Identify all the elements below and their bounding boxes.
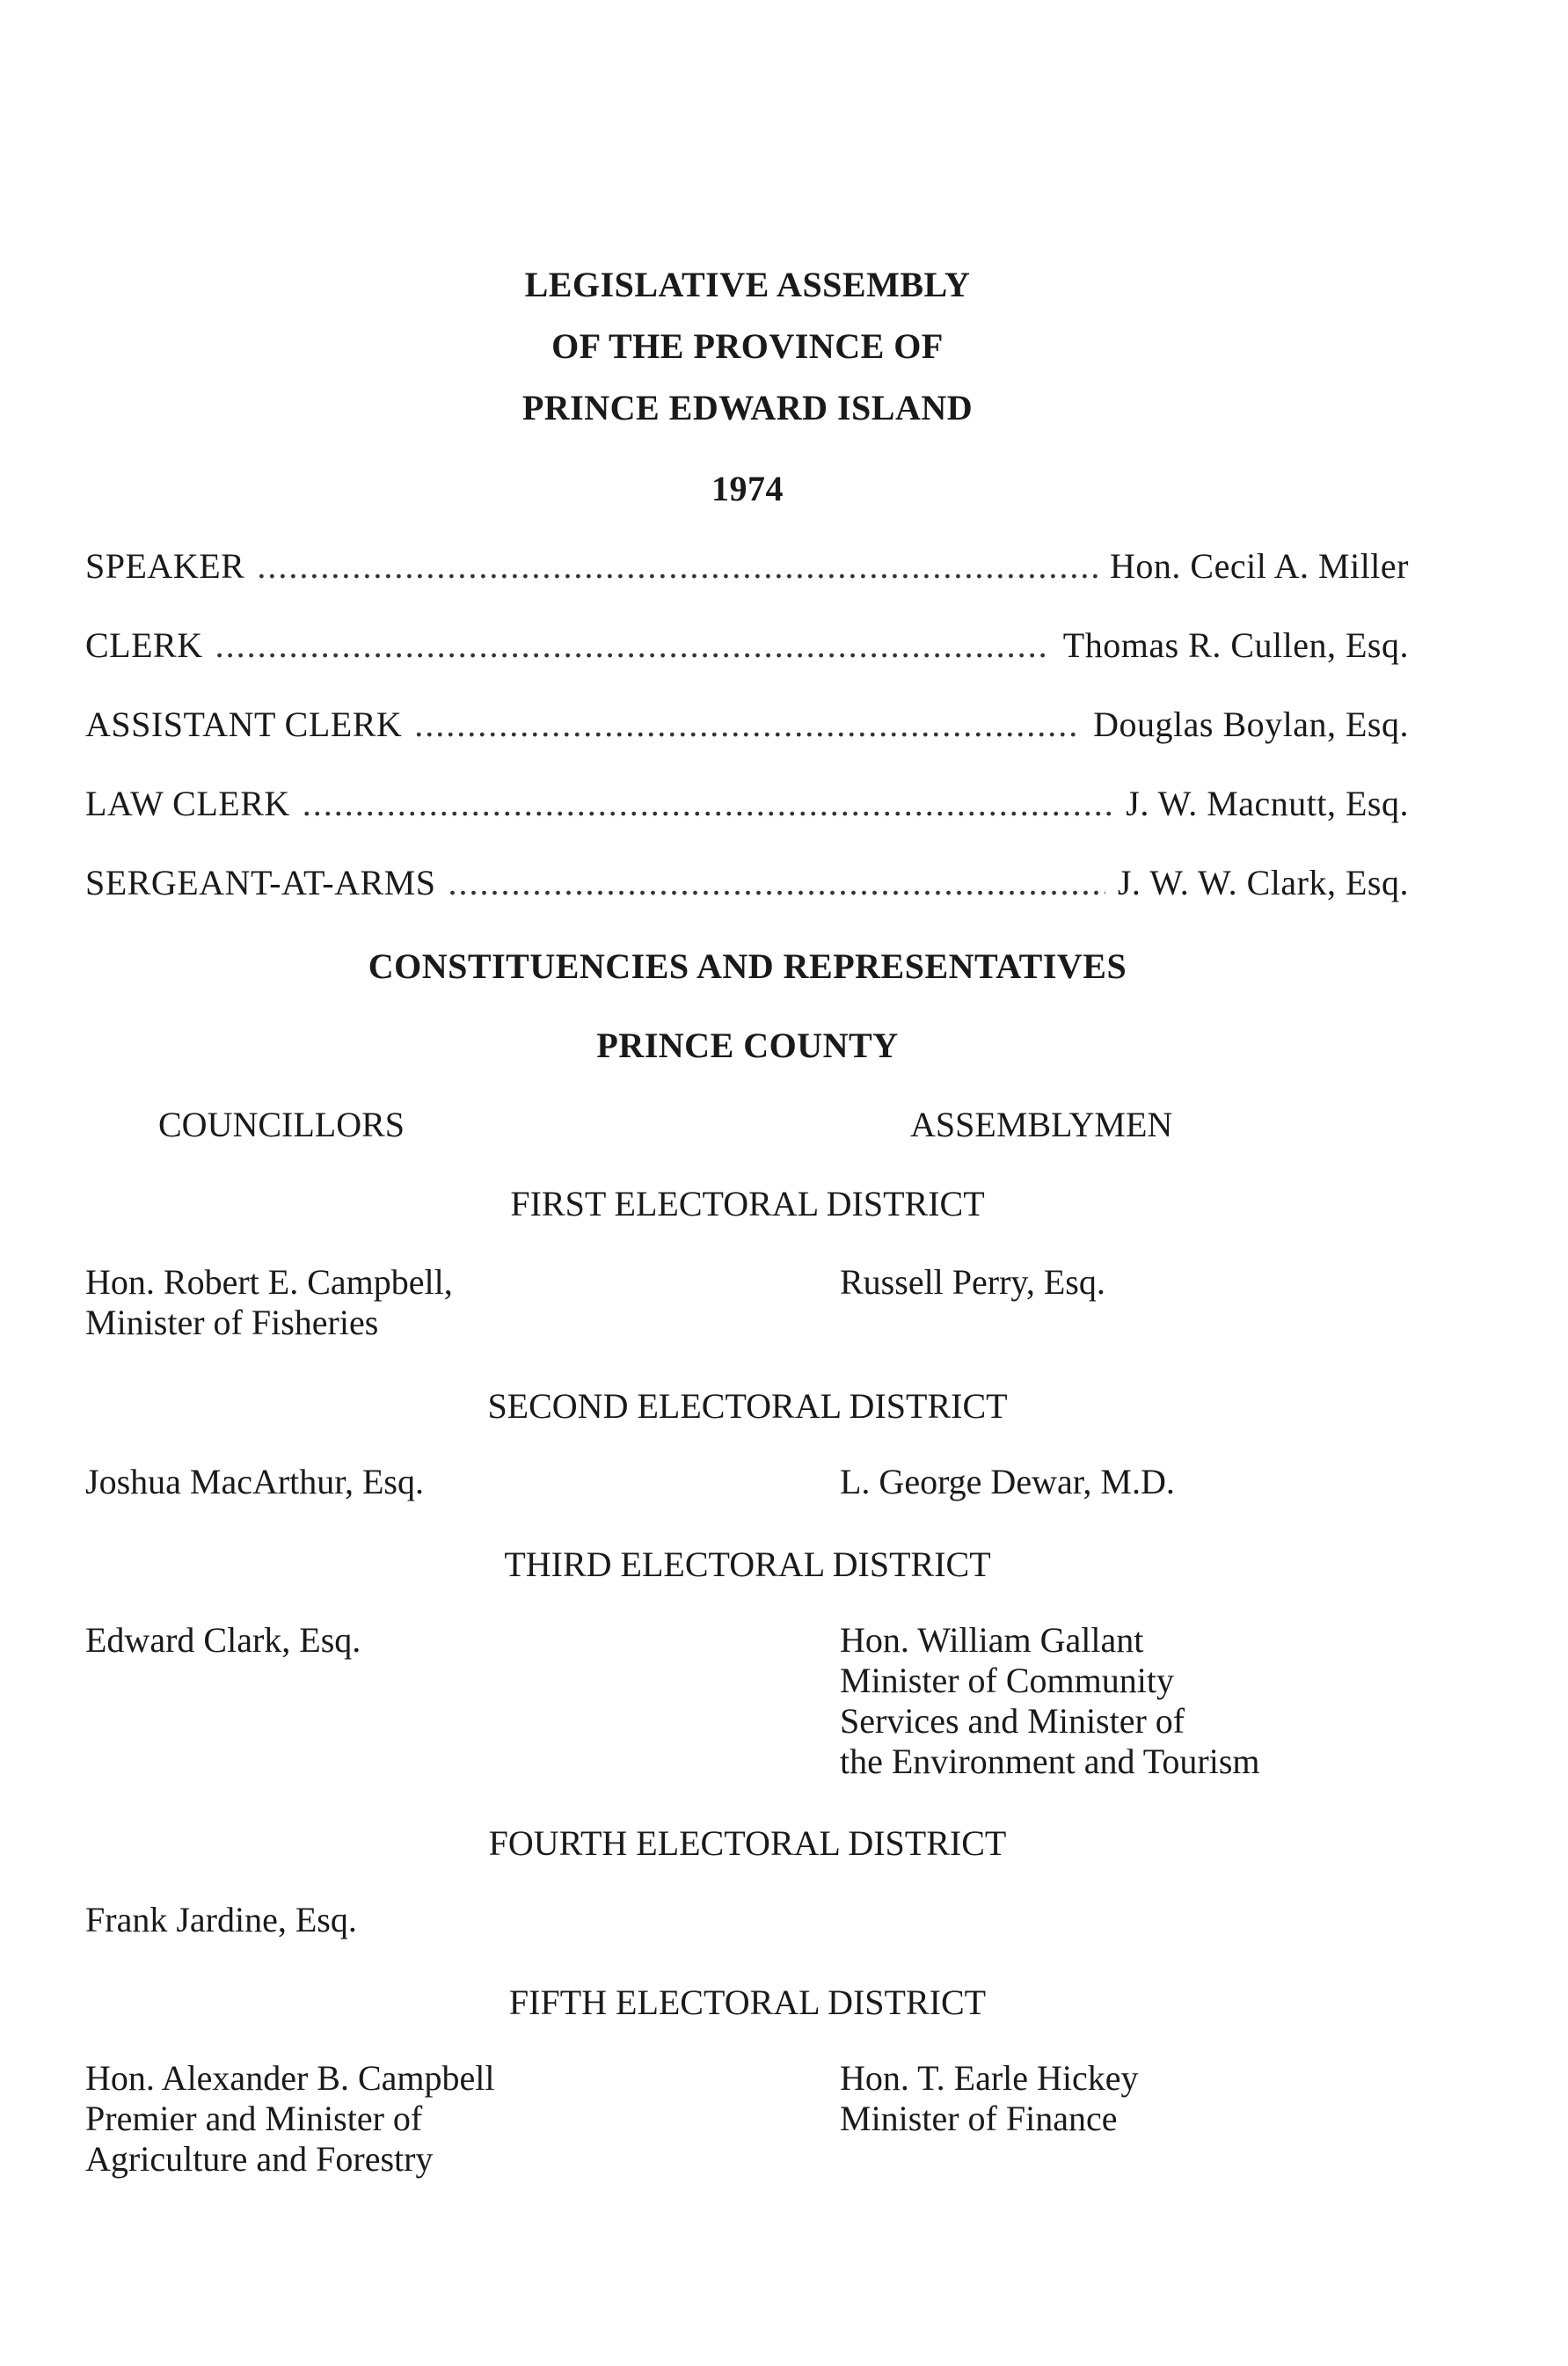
officer-row-law-clerk — [85, 783, 1409, 827]
officer-row-assistant-clerk — [85, 704, 1409, 748]
councillor-entry — [85, 1620, 361, 1661]
column-header-councillors: COUNCILLORS — [158, 1105, 405, 1144]
header-title-line-3: PRINCE EDWARD ISLAND — [521, 388, 974, 427]
officer-role: SERGEANT-AT-ARMS — [85, 863, 436, 902]
councillor-line: Premier and Minister of — [85, 2099, 423, 2138]
county-title: PRINCE COUNTY — [596, 1026, 899, 1065]
councillor-line: Agriculture and Forestry — [85, 2139, 434, 2179]
councillor-line: Hon. Alexander B. Campbell — [85, 2058, 495, 2098]
assemblyman-entry — [840, 1620, 1260, 1782]
councillor-line: Minister of Fisheries — [85, 1303, 379, 1342]
assemblyman-line: Hon. T. Earle Hickey — [840, 2058, 1139, 2098]
assemblyman-entry — [840, 1462, 1175, 1502]
officer-name: Douglas Boylan, Esq. — [1093, 705, 1409, 744]
councillor-entry — [85, 1462, 424, 1502]
officer-row-speaker — [85, 545, 1409, 589]
assemblyman-line: the Environment and Tourism — [840, 1742, 1260, 1781]
leader-dots — [448, 862, 1105, 903]
assemblyman-line: Services and Minister of — [840, 1701, 1185, 1741]
leader-dots — [215, 624, 1051, 666]
district-title: SECOND ELECTORAL DISTRICT — [487, 1386, 1008, 1426]
officer-role: CLERK — [85, 625, 203, 665]
councillor-line: Hon. Robert E. Campbell, — [85, 1262, 453, 1302]
assemblyman-line: Minister of Finance — [840, 2099, 1118, 2138]
district-title: FIFTH ELECTORAL DISTRICT — [508, 1983, 987, 2022]
assemblyman-entry — [840, 1262, 1105, 1303]
officer-role: LAW CLERK — [85, 784, 290, 823]
leader-dots — [303, 783, 1114, 824]
officer-name: J. W. Macnutt, Esq. — [1126, 784, 1409, 823]
councillor-entry — [85, 2058, 494, 2180]
councillor-entry — [85, 1262, 453, 1343]
header-year: 1974 — [711, 469, 784, 508]
leader-dots — [257, 545, 1098, 587]
assemblyman-entry — [840, 2058, 1139, 2139]
column-header-assemblymen: ASSEMBLYMEN — [910, 1105, 1173, 1144]
officer-name: Thomas R. Cullen, Esq. — [1062, 625, 1409, 665]
councillor-line: Edward Clark, Esq. — [85, 1620, 361, 1660]
section-title: CONSTITUENCIES AND REPRESENTATIVES — [368, 946, 1127, 986]
header-title-line-2: OF THE PROVINCE OF — [551, 326, 944, 366]
assemblyman-line: L. George Dewar, M.D. — [840, 1462, 1175, 1501]
officer-role: SPEAKER — [85, 546, 245, 586]
officer-row-clerk — [85, 624, 1409, 668]
councillor-entry — [85, 1900, 357, 1940]
officer-name: Hon. Cecil A. Miller — [1110, 546, 1409, 586]
officer-row-sergeant-at-arms — [85, 862, 1409, 906]
district-title: THIRD ELECTORAL DISTRICT — [504, 1544, 991, 1584]
leader-dots — [414, 704, 1081, 745]
councillor-line: Joshua MacArthur, Esq. — [85, 1462, 424, 1501]
header-title-line-1: LEGISLATIVE ASSEMBLY — [524, 265, 971, 304]
district-title: FIRST ELECTORAL DISTRICT — [510, 1184, 985, 1223]
officer-role: ASSISTANT CLERK — [85, 705, 403, 744]
assemblyman-line: Minister of Community — [840, 1661, 1174, 1700]
district-title: FOURTH ELECTORAL DISTRICT — [488, 1823, 1007, 1863]
assemblyman-line: Hon. William Gallant — [840, 1620, 1144, 1660]
officer-name: J. W. W. Clark, Esq. — [1117, 863, 1409, 902]
councillor-line: Frank Jardine, Esq. — [85, 1900, 357, 1939]
assemblyman-line: Russell Perry, Esq. — [840, 1262, 1105, 1302]
